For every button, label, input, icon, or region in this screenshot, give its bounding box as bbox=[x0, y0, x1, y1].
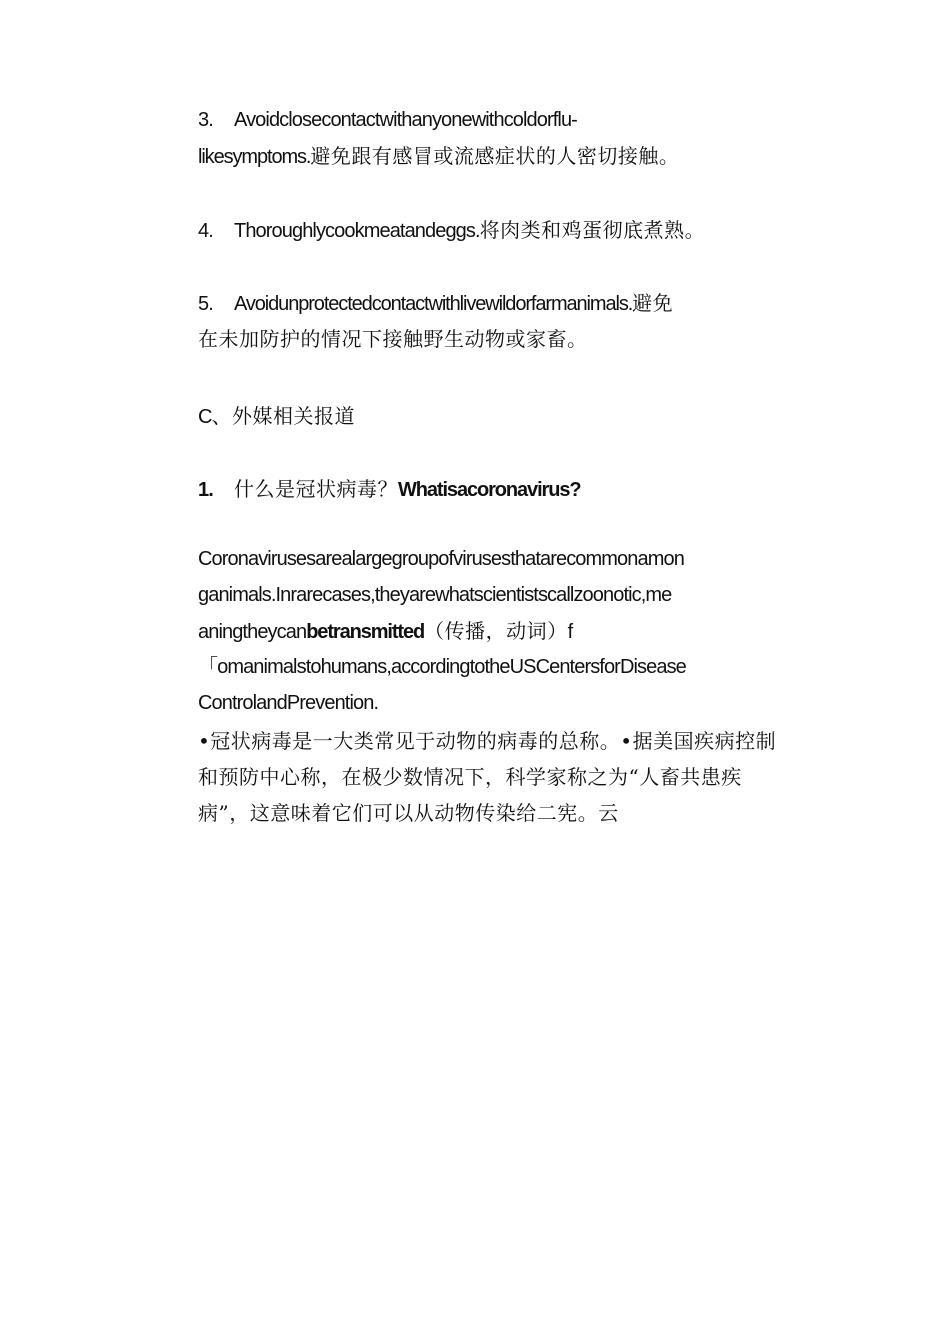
question-heading bbox=[198, 471, 808, 507]
question-number: 1. bbox=[198, 479, 213, 501]
english-paragraph bbox=[198, 541, 808, 721]
list-item-5 bbox=[198, 285, 808, 357]
translation-line: 病”，这意味着它们可以从动物传染给二宪。云 bbox=[198, 801, 619, 825]
paragraph-text: f bbox=[567, 621, 573, 643]
question-text-en: Whatisacoronavirus? bbox=[398, 479, 581, 501]
section-letter: C bbox=[198, 406, 212, 428]
chinese-translation bbox=[198, 723, 808, 831]
paragraph-line: ganimals.Inrarecases,theyarewhatscientistscallzoonotic,me bbox=[198, 584, 672, 606]
item-text-zh-continued: 在未加防护的情况下接触野生动物或家畜。 bbox=[198, 327, 588, 351]
item-text-zh: 将肉类和鸡蛋彻底煮熟。 bbox=[479, 218, 706, 242]
item-number: 5. bbox=[198, 293, 213, 315]
term-annotation: （传播，动词） bbox=[424, 619, 568, 643]
translation-line: •冠状病毒是一大类常见于动物的病毒的总称。•据美国疾病控制 bbox=[198, 729, 777, 753]
section-title: 、外媒相关报道 bbox=[211, 404, 356, 428]
translation-line: 和预防中心称，在极少数情况下，科学家称之为“人畜共患疾 bbox=[198, 765, 742, 789]
bold-term: betransmitted bbox=[306, 621, 425, 643]
item-text-zh: 避免跟有感冒或流感症状的人密切接触。 bbox=[310, 144, 680, 168]
item-text-en: Thoroughlycookmeatandeggs. bbox=[234, 220, 480, 242]
item-number: 3. bbox=[198, 109, 213, 131]
question-text-zh: 什么是冠状病毒？ bbox=[234, 477, 398, 501]
item-number: 4. bbox=[198, 220, 213, 242]
paragraph-line: Coronavirusesarealargegroupofvirusesthatarecommonamon bbox=[198, 548, 684, 570]
item-text-en: Avoidclosecontactwithanyonewithcoldorflu- bbox=[234, 109, 577, 131]
paragraph-line: ControlandPrevention. bbox=[198, 692, 379, 714]
item-text-en: Avoidunprotectedcontactwithlivewildorfarmanimals. bbox=[234, 293, 633, 315]
list-item-3 bbox=[198, 102, 808, 174]
paragraph-line: 「omanimalstohumans,accordingtotheUSCentersforDisease bbox=[198, 656, 686, 678]
section-heading bbox=[198, 398, 808, 434]
item-text-zh: 避免 bbox=[632, 291, 674, 315]
paragraph-text: aningtheycan bbox=[198, 621, 307, 643]
list-item-4 bbox=[198, 212, 808, 248]
item-text-en-continued: likesymptoms. bbox=[198, 146, 311, 168]
